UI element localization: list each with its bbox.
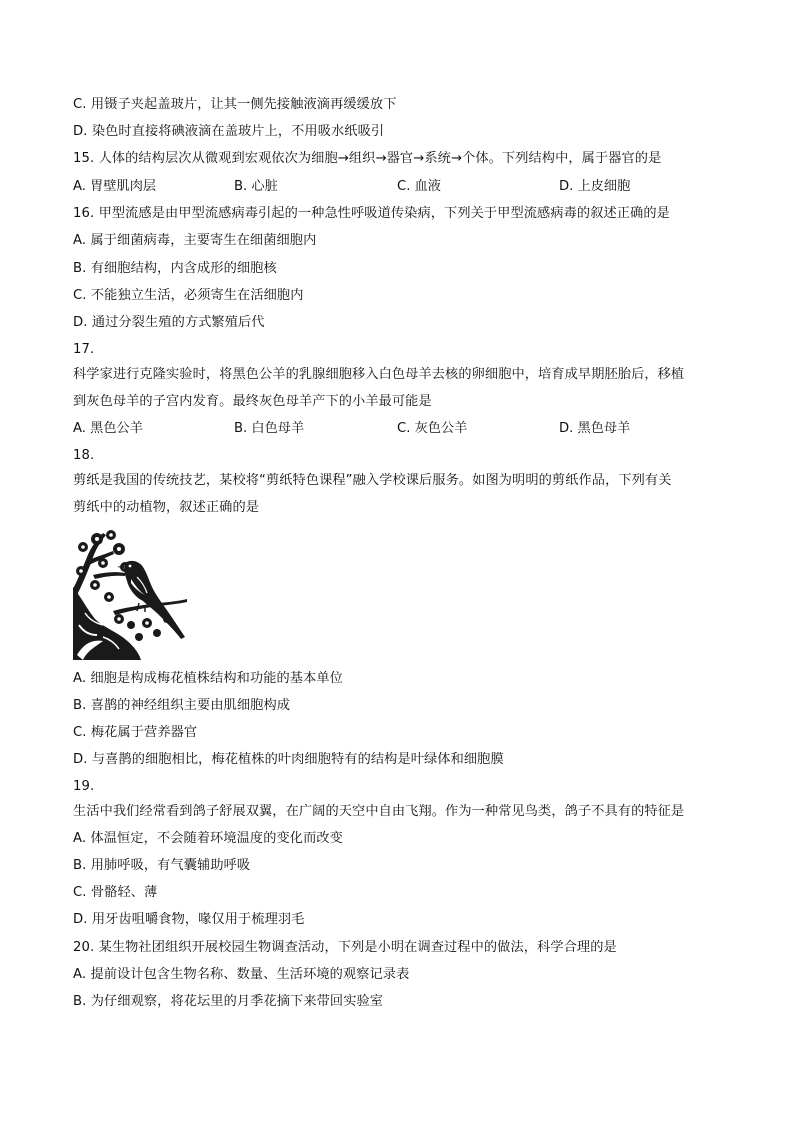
q18-option-d: D. 与喜鹊的细胞相比，梅花植株的叶肉细胞特有的结构是叶绿体和细胞膜	[73, 752, 504, 767]
q15-stem: 15. 人体的结构层次从微观到宏观依次为细胞→组织→器官→系统→个体。下列结构中，属于器官的是	[73, 151, 662, 166]
q14-option-d: D. 染色时直接将碘液滴在盖玻片上，不用吸水纸吸引	[73, 124, 385, 139]
q15-option-c: C. 血液	[397, 179, 441, 194]
q18-number: 18.	[73, 448, 95, 463]
q17-option-a: A. 黑色公羊	[73, 421, 143, 436]
q18-option-a: A. 细胞是构成梅花植株结构和功能的基本单位	[73, 671, 343, 686]
q18-stem-line-2: 剪纸中的动植物，叙述正确的是	[73, 500, 260, 515]
q19-option-b: B. 用肺呼吸，有气囊辅助呼吸	[73, 858, 251, 873]
q20-stem: 20. 某生物社团组织开展校园生物调查活动，下列是小明在调查过程中的做法，科学合理的是	[73, 940, 617, 955]
q16-option-d: D. 通过分裂生殖的方式繁殖后代	[73, 315, 265, 330]
q16-option-a: A. 属于细菌病毒，主要寄生在细菌细胞内	[73, 233, 317, 248]
q17-stem-line-1: 科学家进行克隆实验时，将黑色公羊的乳腺细胞移入白色母羊去核的卵细胞中，培育成早期胚胎后，移植	[73, 367, 685, 382]
q20-option-a: A. 提前设计包含生物名称、数量、生活环境的观察记录表	[73, 967, 410, 982]
q19-option-d: D. 用牙齿咀嚼食物，喙仅用于梳理羽毛	[73, 912, 305, 927]
q15-option-d: D. 上皮细胞	[559, 179, 631, 194]
q17-option-c: C. 灰色公羊	[397, 421, 468, 436]
q16-stem: 16. 甲型流感是由甲型流感病毒引起的一种急性呼吸道传染病，下列关于甲型流感病毒的叙述正确的是	[73, 206, 670, 221]
q17-stem-line-2: 到灰色母羊的子宫内发育。最终灰色母羊产下的小羊最可能是	[73, 394, 432, 409]
q19-number: 19.	[73, 779, 95, 794]
q14-option-c: C. 用镊子夹起盖玻片，让其一侧先接触液滴再缓缓放下	[73, 97, 397, 112]
q17-option-d: D. 黑色母羊	[559, 421, 631, 436]
q20-option-b: B. 为仔细观察，将花坛里的月季花摘下来带回实验室	[73, 994, 384, 1009]
q15-options	[73, 178, 733, 196]
q18-option-c: C. 梅花属于营养器官	[73, 725, 198, 740]
q16-option-b: B. 有细胞结构，内含成形的细胞核	[73, 261, 277, 276]
q16-option-c: C. 不能独立生活，必须寄生在活细胞内	[73, 288, 304, 303]
q18-stem-line-1: 剪纸是我国的传统技艺，某校将“剪纸特色课程”融入学校课后服务。如图为明明的剪纸作品，下列有关	[73, 473, 672, 488]
q19-stem: 生活中我们经常看到鸽子舒展双翼，在广阔的天空中自由飞翔。作为一种常见鸟类，鸽子不具有的特征是	[73, 804, 685, 819]
q18-option-b: B. 喜鹊的神经组织主要由肌细胞构成	[73, 698, 291, 713]
q15-option-a: A. 胃壁肌肉层	[73, 179, 157, 194]
q17-options	[73, 420, 733, 438]
papercut-magpie-plum-image	[73, 527, 189, 660]
q17-number: 17.	[73, 342, 95, 357]
q15-option-b: B. 心脏	[234, 179, 278, 194]
q19-option-a: A. 体温恒定，不会随着环境温度的变化而改变	[73, 831, 343, 846]
q19-option-c: C. 骨骼轻、薄	[73, 885, 158, 900]
q17-option-b: B. 白色母羊	[234, 421, 305, 436]
